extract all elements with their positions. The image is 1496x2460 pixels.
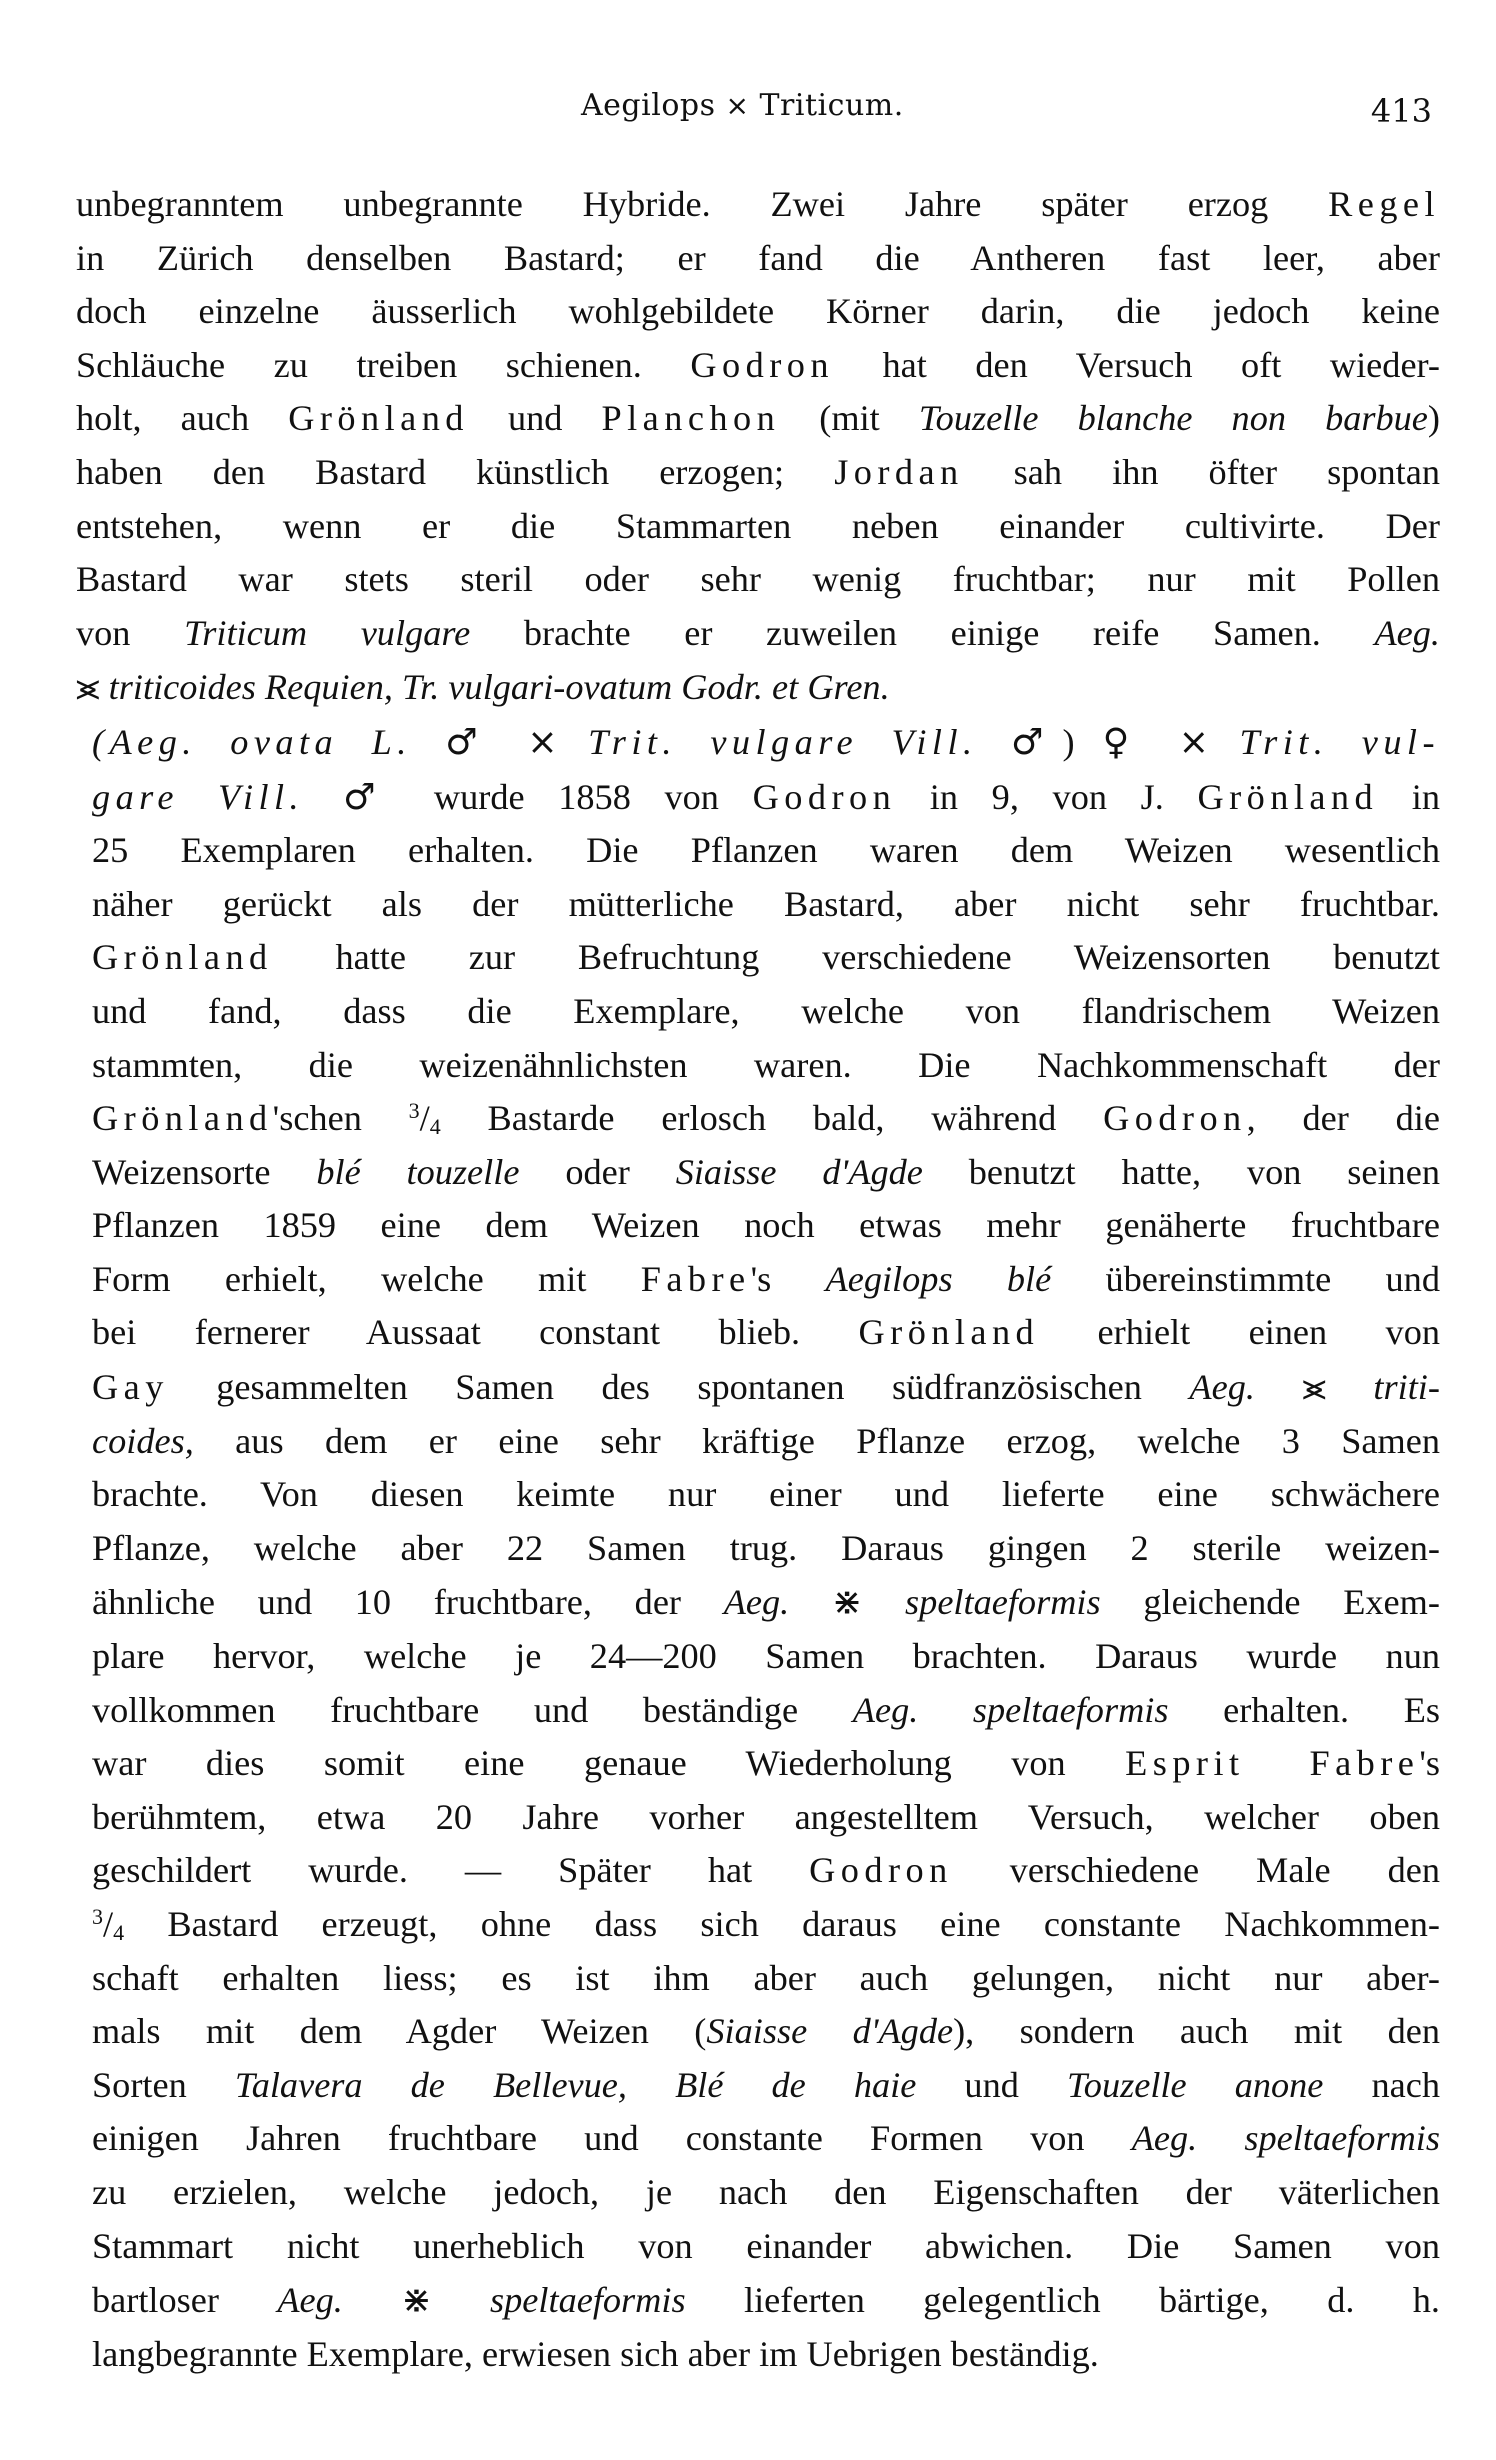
cross-symbol: × (725, 89, 750, 122)
text-line (76, 1898, 1440, 1952)
text-run: ) (1062, 721, 1103, 762)
text-run: Bastarde erlosch bald, während (440, 1098, 1104, 1139)
text-run: von (76, 612, 185, 653)
text-run: hatte zur Befruchtung verschiedene Weizensorten benutzt (272, 937, 1440, 978)
text-run: Form erhielt, welche mit (92, 1258, 641, 1299)
person-name: Esprit Fabre (1125, 1743, 1420, 1784)
text-line: langbegrannte Exemplare, erwiesen sich aber im Uebrigen beständig. (92, 2333, 1099, 2374)
text-run: verschiedene Male den (952, 1850, 1440, 1891)
text-run: in 9, von J. (896, 776, 1198, 817)
text-run: wurde 1858 von (400, 776, 753, 817)
text-line: entstehen, wenn er die Stammarten neben einander cultivirte. Der (76, 505, 1440, 546)
person-name: Grönland (1197, 776, 1379, 817)
person-name: Godron (1103, 1098, 1247, 1139)
species-name: speltaeformis (862, 1582, 1101, 1623)
paragraph-1 (76, 178, 1440, 715)
text-line (76, 770, 1440, 825)
text-run: aus dem er eine sehr kräftige Pflanze erzog, welche 3 Samen (193, 1420, 1440, 1461)
species-name: Aeg. (277, 2280, 402, 2321)
text-line (76, 446, 1440, 500)
text-run: Schläuche zu treiben schienen. (76, 344, 691, 385)
text-line: und fand, dass die Exemplare, welche von flandrischem Weizen (92, 990, 1440, 1031)
species-name: gare Vill. (92, 776, 344, 817)
person-name: Regel (1328, 184, 1440, 224)
text-run: war dies somit eine genaue Wiederholung von (92, 1743, 1126, 1784)
text-line: zu erzielen, welche jedoch, je nach den Eigenschaften der väterlichen (92, 2171, 1440, 2212)
female-symbol: ♀ (1102, 719, 1149, 763)
species-name: Aeg. (1189, 1367, 1303, 1408)
text-line (76, 660, 1440, 715)
text-run: Bastard erzeugt, ohne dass sich daraus eine constante Nachkommen- (124, 1904, 1440, 1944)
person-name: Grönland (92, 937, 273, 978)
text-line (76, 1844, 1440, 1898)
text-run: übereinstimmte und (1051, 1258, 1440, 1299)
hybrid-symbol: ⪤ (1302, 1365, 1326, 1409)
text-run: Weizensorte (92, 1151, 317, 1192)
text-line: Bastard war stets steril oder sehr wenig fruchtbar; nur mit Pollen (76, 559, 1440, 600)
fraction-numerator: 3 (92, 1904, 103, 1929)
text-run: erhalten. Es (1168, 1689, 1441, 1730)
text-line (76, 2112, 1440, 2166)
text-run: 's (1419, 1743, 1440, 1784)
hybrid-symbol: ⋇ (831, 1580, 863, 1624)
person-name: Grönland (288, 398, 469, 439)
variety-name: Touzelle blanche non barbue (918, 398, 1428, 439)
male-symbol: ♂ (343, 774, 401, 818)
text-run: in (1378, 776, 1440, 817)
person-name: Grönland (92, 1098, 273, 1139)
paragraph-2 (76, 715, 1440, 2381)
text-run: bartloser (92, 2280, 278, 2321)
running-head-right: Triticum. (759, 88, 904, 123)
text-run: 'schen (272, 1098, 409, 1139)
male-symbol: ♂ (445, 719, 497, 763)
text-line (76, 931, 1440, 985)
male-symbol: ♂ (1010, 719, 1063, 763)
text-run: mals mit dem Agder Weizen ( (92, 2011, 707, 2052)
species-name: Aeg. speltaeformis (852, 1689, 1169, 1730)
fraction-denominator: 4 (113, 1920, 125, 1945)
text-line (76, 2059, 1440, 2113)
fraction-slash: / (103, 1904, 114, 1944)
species-name: Aeg. (723, 1582, 832, 1623)
text-line: plare hervor, welche je 24—200 Samen brachten. Daraus wurde nun (92, 1636, 1440, 1677)
hybrid-symbol: ⋇ (401, 2278, 432, 2322)
text-run: hat den Versuch oft wieder- (833, 344, 1441, 385)
variety-name: Talavera de Bellevue, Blé de haie (234, 2064, 917, 2105)
text-line: Stammart nicht unerheblich von einander abwichen. Die Samen von (92, 2225, 1440, 2266)
text-line (76, 1360, 1440, 1415)
text-run: unbegranntem unbegrannte Hybride. Zwei Jahre später erzog (76, 184, 1329, 224)
variety-name: Siaisse d'Agde (706, 2011, 954, 2052)
person-name: Jordan (834, 451, 964, 492)
variety-name: Siaisse d'Agde (675, 1151, 923, 1192)
species-name: speltaeformis (431, 2280, 686, 2321)
text-run: lieferten gelegentlich bärtige, d. h. (685, 2280, 1441, 2321)
person-name: Fabre (640, 1258, 751, 1299)
fraction-numerator: 3 (408, 1098, 420, 1124)
text-line: 25 Exemplaren erhalten. Die Pflanzen waren dem Weizen wesentlich (92, 830, 1440, 871)
species-name: coides, (92, 1420, 194, 1461)
text-line (76, 1306, 1440, 1360)
variety-name: Touzelle anone (1066, 2064, 1324, 2105)
text-run: , der die (1246, 1098, 1440, 1139)
text-line: in Zürich denselben Bastard; er fand die Antheren fast leer, aber (76, 237, 1440, 278)
body-text (76, 178, 1440, 2381)
text-line (76, 1092, 1440, 1146)
text-line (76, 715, 1440, 770)
text-line: schaft erhalten liess; es ist ihm aber auch gelungen, nicht nur aber- (92, 1957, 1440, 1998)
text-run: ) (1427, 398, 1441, 439)
text-run: brachte er zuweilen einige reife Samen. (470, 612, 1375, 653)
text-run: holt, auch (76, 398, 289, 439)
person-name: Godron (690, 344, 834, 385)
text-line (76, 1415, 1440, 1469)
species-name: Aeg. (1374, 612, 1440, 653)
person-name: Godron (752, 776, 897, 817)
text-line (76, 392, 1440, 446)
person-name: Gay (92, 1367, 169, 1408)
species-name: triticoides Requien, Tr. vulgari-ovatum Godr. et Gren. (99, 667, 890, 708)
person-name: Grönland (858, 1312, 1040, 1353)
cross-symbol: × (1148, 719, 1240, 763)
text-run: haben den Bastard künstlich erzogen; (76, 451, 835, 492)
text-line (76, 1684, 1440, 1738)
text-line: Pflanze, welche aber 22 Samen trug. Daraus gingen 2 sterile weizen- (92, 1527, 1440, 1568)
text-run: oder (519, 1151, 676, 1192)
species-name: (Aeg. ovata L. (92, 721, 446, 762)
page-header (76, 80, 1440, 140)
text-line: Pflanzen 1859 eine dem Weizen noch etwas mehr genäherte fruchtbare (92, 1205, 1440, 1246)
text-line (76, 2273, 1440, 2328)
page-number: 413 (1370, 92, 1432, 130)
text-line: näher gerückt als der mütterliche Bastard, aber nicht sehr fruchtbar. (92, 883, 1440, 924)
text-run: und (916, 2064, 1067, 2105)
text-line (76, 607, 1440, 661)
text-line (76, 1253, 1440, 1307)
text-run: (mit (780, 398, 919, 439)
fraction-slash: / (419, 1098, 430, 1139)
text-run: Sorten (92, 2064, 235, 2105)
text-run: gleichende Exem- (1100, 1582, 1440, 1623)
text-line (76, 1737, 1440, 1791)
text-run: benutzt hatte, von seinen (922, 1151, 1440, 1192)
text-run: erhielt einen von (1039, 1312, 1440, 1353)
text-run: 's (750, 1258, 826, 1299)
text-line (76, 1146, 1440, 1200)
text-line (76, 339, 1440, 393)
species-name: Aegilops blé (825, 1258, 1052, 1299)
text-run: geschildert wurde. — Später hat (92, 1850, 810, 1891)
hybrid-symbol: ⪤ (76, 665, 100, 709)
fraction-denominator: 4 (429, 1114, 441, 1140)
text-run: gesammelten Samen des spontanen südfranzösischen (168, 1367, 1190, 1408)
text-run: einigen Jahren fruchtbare und constante Formen von (92, 2118, 1132, 2159)
person-name: Godron (809, 1850, 953, 1891)
cross-symbol: × (496, 719, 589, 763)
text-run: vollkommen fruchtbare und beständige (92, 1689, 853, 1730)
text-run: ), sondern auch mit den (953, 2011, 1441, 2052)
text-run: ähnliche und 10 fruchtbare, der (92, 1582, 724, 1623)
species-name: Trit. vulgare Vill. (588, 721, 1011, 762)
text-line (76, 1575, 1440, 1630)
text-run: und (468, 398, 602, 439)
person-name: Planchon (601, 398, 781, 439)
species-name: Trit. vul- (1239, 721, 1440, 762)
running-head-left: Aegilops (581, 88, 716, 123)
running-head (581, 88, 904, 123)
text-line: berühmtem, etwa 20 Jahre vorher angestelltem Versuch, welcher oben (92, 1796, 1440, 1837)
species-name: Aeg. speltaeformis (1131, 2118, 1440, 2159)
variety-name: blé touzelle (316, 1151, 520, 1192)
text-line: stammten, die weizenähnlichsten waren. Die Nachkommenschaft der (92, 1044, 1440, 1085)
text-line: doch einzelne äusserlich wohlgebildete Körner darin, die jedoch keine (76, 291, 1440, 332)
species-name: Triticum vulgare (184, 612, 471, 653)
text-line: brachte. Von diesen keimte nur einer und lieferte eine schwächere (92, 1474, 1440, 1515)
text-line (76, 178, 1440, 232)
species-name: triti- (1325, 1367, 1440, 1408)
text-run: nach (1323, 2064, 1441, 2105)
text-run: bei fernerer Aussaat constant blieb. (92, 1312, 859, 1353)
text-line (76, 2005, 1440, 2059)
text-run: sah ihn öfter spontan (963, 451, 1440, 492)
